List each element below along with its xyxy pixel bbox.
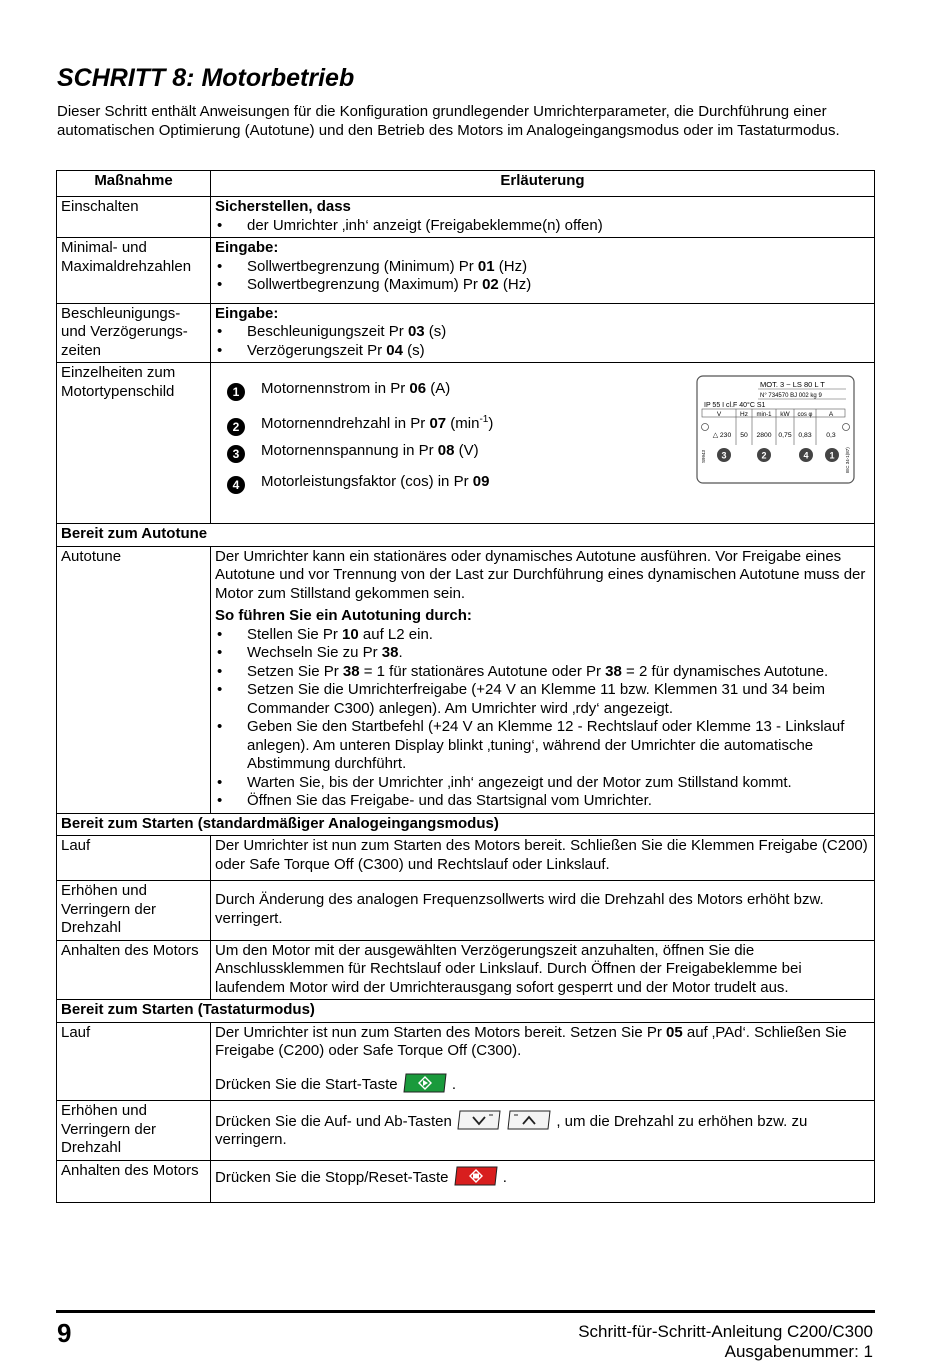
list-item: • Verzögerungszeit Pr 04 (s) xyxy=(215,342,870,361)
svg-text:4: 4 xyxy=(803,450,809,461)
table-row-keypad-anhalten xyxy=(57,1160,875,1202)
bullet-list xyxy=(215,323,870,360)
row-label: Anhalten des Motors xyxy=(57,940,211,1000)
table-row-keypad-lauf xyxy=(57,1022,875,1101)
row-heading: So führen Sie ein Autotuning durch: xyxy=(215,607,472,624)
section-heading-keypad: Bereit zum Starten (Tastaturmodus) xyxy=(57,1000,875,1023)
list-item: • Wechseln Sie zu Pr 38. xyxy=(215,644,870,663)
row-label: Beschleunigungs- und Verzögerungs-zeiten xyxy=(57,303,211,363)
nameplate-item-2: 2 Motornenndrehzahl in Pr 07 $(\min^{-1})$ xyxy=(215,404,870,435)
row-label: Erhöhen und Verringern der Drehzahl xyxy=(57,881,211,941)
svg-text:50: 50 xyxy=(740,432,748,439)
list-item: • Beschleunigungszeit Pr 03 (s) xyxy=(215,323,870,342)
table-row-autotune xyxy=(57,546,875,813)
row-heading: Eingabe: xyxy=(215,239,279,256)
svg-text:S9943: S9943 xyxy=(701,449,706,463)
svg-text:kW: kW xyxy=(780,411,790,418)
row-heading: Eingabe: xyxy=(215,304,279,322)
svg-text:2: 2 xyxy=(761,450,767,461)
nameplate-item-4: 4 Motorleistungsfaktor (cos) in Pr 09 xyxy=(215,466,870,497)
svg-text:△ 230: △ 230 xyxy=(712,432,732,439)
row-label: Anhalten des Motors xyxy=(57,1160,211,1202)
row-label: Minimal- und Maximaldrehzahlen xyxy=(57,238,211,304)
table-row-drehzahlen xyxy=(57,238,875,304)
table-row-typenschild xyxy=(57,363,875,524)
row-content xyxy=(211,546,875,813)
list-item: • Sollwertbegrenzung (Minimum) Pr 01 (Hz) xyxy=(215,258,870,277)
row-label: Einschalten xyxy=(57,197,211,238)
up-key-icon xyxy=(506,1110,552,1130)
svg-text:1: 1 xyxy=(829,450,835,461)
list-item: • Setzen Sie die Umrichterfreigabe (+24 V an Klemme 11 bzw. Klemmen 31 und 34 beim Commander C300) anlegen). Am Umrichter wird ‚rdy‘ angezeigt. xyxy=(215,681,870,718)
list-item: • der Umrichter ‚inh‘ anzeigt (Freigabeklemme(n) offen) xyxy=(215,217,870,236)
page-number: 9 xyxy=(57,1318,72,1348)
svg-text:V: V xyxy=(716,411,722,418)
bullet-list xyxy=(215,217,870,236)
row-content: Der Umrichter ist nun zum Starten des Motors bereit. Schließen Sie die Klemmen Freigabe (C200) oder Safe Torque Off (C300) und Rechtslauf oder Linkslauf. xyxy=(211,836,875,881)
table-row-keypad-erhoehen xyxy=(57,1101,875,1161)
svg-text:A: A xyxy=(828,411,834,418)
footer-rule xyxy=(56,1310,875,1313)
svg-text:0,3: 0,3 xyxy=(826,432,836,439)
svg-text:IP 55 I cl.F 40°C S1: IP 55 I cl.F 40°C S1 xyxy=(704,402,766,409)
table-row-analog-erhoehen xyxy=(57,881,875,941)
intro-text: Dieser Schritt enthält Anweisungen für die Konfiguration grundlegender Umrichterparameter, die Durchführung einer automatischen Optimierung (Autotune) und den Betrieb des Motors im Analogeingangsmodus oder im Tastaturmodus. xyxy=(57,103,840,139)
row-label: Lauf xyxy=(57,1022,211,1101)
list-item: • Öffnen Sie das Freigabe- und das Startsignal vom Umrichter. xyxy=(215,792,870,811)
motor-nameplate-illustration xyxy=(696,375,856,485)
svg-text:MOT. 3 ~ LS 80 L T: MOT. 3 ~ LS 80 L T xyxy=(760,380,825,389)
svg-text:cos φ: cos φ xyxy=(797,412,813,418)
row-text: Der Umrichter kann ein stationäres oder dynamisches Autotune ausführen. Vor Freigabe eines Autotune und vor Trennung von der Last zur Durchführung eines dynamischen Autotune muss der Motor zum Stillstand gekommen sein. xyxy=(215,547,866,602)
nameplate-item-3: 3 Motornennspannung in Pr 08 (V) xyxy=(215,435,870,466)
section-heading-analog: Bereit zum Starten (standardmäßiger Analogeingangsmodus) xyxy=(57,813,875,836)
row-text: Der Umrichter ist nun zum Starten des Motors bereit. Setzen Sie Pr 05 auf ‚PAd‘. Schließen Sie Freigabe (C200) oder Safe Torque Off (C300). xyxy=(215,1023,847,1059)
row-content xyxy=(211,197,875,238)
row-content xyxy=(211,363,875,524)
svg-text:Hz: Hz xyxy=(740,411,748,418)
row-content: Drücken Sie die Stopp/Reset-Taste . xyxy=(211,1160,875,1202)
footer-issue-number: Ausgabenummer: 1 xyxy=(724,1342,873,1361)
row-label: Einzelheiten zum Motortypenschild xyxy=(57,363,211,524)
table-header-row xyxy=(57,171,875,197)
svg-text:min-1: min-1 xyxy=(756,412,772,418)
list-item: • Setzen Sie Pr 38 = 1 für stationäres Autotune oder Pr 38 = 2 für dynamisches Autotune. xyxy=(215,663,870,682)
column-header-action: Maßnahme xyxy=(57,171,211,197)
svg-text:2800: 2800 xyxy=(756,432,772,439)
nameplate-item-1: 1 Motornennstrom in Pr 06 (A) xyxy=(215,373,870,404)
row-content: Durch Änderung des analogen Frequenzsollwerts wird die Drehzahl des Motors erhöht bzw. verringert. xyxy=(211,881,875,941)
list-item: • Stellen Sie Pr 10 auf L2 ein. xyxy=(215,626,870,645)
procedure-table xyxy=(56,170,875,1203)
svg-text:N° 734570 BJ 002 kg 9: N° 734570 BJ 002 kg 9 xyxy=(760,393,822,399)
row-content xyxy=(211,303,875,363)
svg-text:0,83: 0,83 xyxy=(798,432,812,439)
table-row-analog-anhalten xyxy=(57,940,875,1000)
start-key-icon xyxy=(402,1073,448,1093)
table-row-einschalten xyxy=(57,197,875,238)
bullet-list xyxy=(215,626,870,811)
list-item: • Sollwertbegrenzung (Maximum) Pr 02 (Hz) xyxy=(215,276,870,295)
row-heading: Sicherstellen, dass xyxy=(215,198,351,215)
list-item: • Geben Sie den Startbefehl (+24 V an Klemme 12 - Rechtslauf oder Klemme 13 - Linkslauf anlegen). Am unteren Display blinkt ‚tuning‘, während der Umrichter die automatische Abstimmung durchführt. xyxy=(215,718,870,774)
column-header-explanation: Erläuterung xyxy=(211,171,875,197)
row-content xyxy=(211,1022,875,1101)
row-label: Lauf xyxy=(57,836,211,881)
down-key-icon xyxy=(456,1110,502,1130)
list-item: • Warten Sie, bis der Umrichter ‚inh‘ angezeigt und der Motor zum Stillstand kommt. xyxy=(215,774,870,793)
svg-text:IEC 34-1(87): IEC 34-1(87) xyxy=(845,447,850,473)
section-heading-autotune: Bereit zum Autotune xyxy=(57,524,875,547)
page-title: SCHRITT 8: Motorbetrieb xyxy=(57,64,355,92)
table-row-rampen xyxy=(57,303,875,363)
row-content: Um den Motor mit der ausgewählten Verzögerungszeit anzuhalten, öffnen Sie die Anschlussklemmen für Rechtslauf oder Linkslauf. Durch Öffnen der Freigabeklemme bei laufendem Motor wird der Umrichterausgang sofort gesperrt und der Motor trudelt aus. xyxy=(211,940,875,1000)
row-label: Autotune xyxy=(57,546,211,813)
footer-manual-title: Schritt-für-Schritt-Anleitung C200/C300 xyxy=(578,1322,873,1341)
row-label: Erhöhen und Verringern der Drehzahl xyxy=(57,1101,211,1161)
bullet-list xyxy=(215,258,870,295)
svg-text:0,75: 0,75 xyxy=(778,432,792,439)
svg-text:3: 3 xyxy=(721,450,727,461)
footer-document-info xyxy=(578,1322,873,1362)
table-row-analog-lauf xyxy=(57,836,875,881)
row-content: Drücken Sie die Auf- und Ab-Tasten , um die Drehzahl zu erhöhen bzw. zu verringern. xyxy=(211,1101,875,1161)
stop-reset-key-icon xyxy=(453,1166,499,1186)
row-content xyxy=(211,238,875,304)
start-instruction: Drücken Sie die Start-Taste . xyxy=(215,1073,870,1095)
